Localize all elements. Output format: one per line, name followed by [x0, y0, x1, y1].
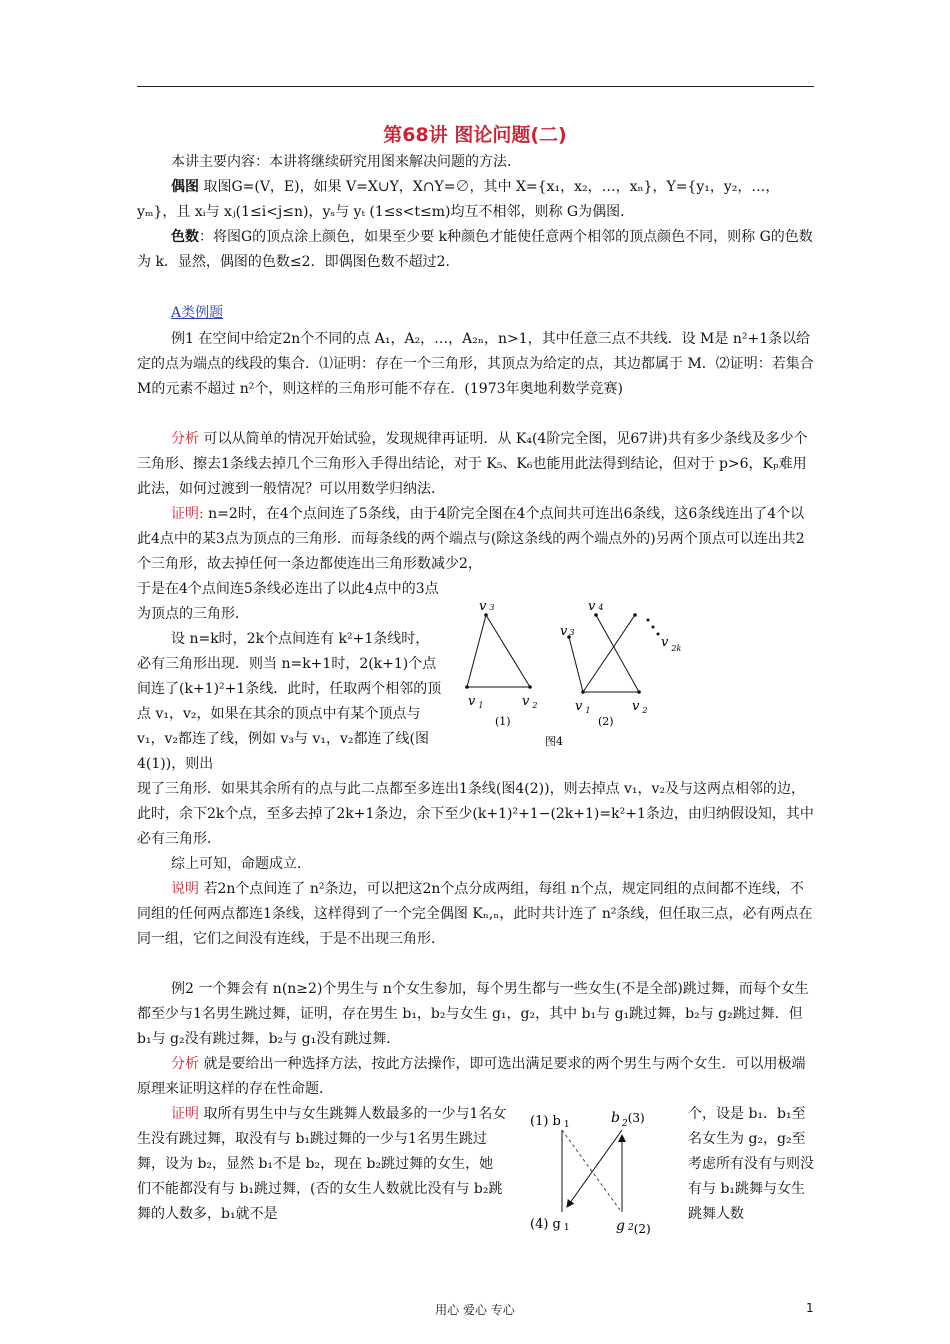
figure-5	[525, 1100, 680, 1245]
remark-1	[137, 877, 814, 952]
term-bipartite: 偶图	[171, 179, 199, 195]
definition-chromatic	[137, 225, 814, 275]
proof-1-text: n=2时，在4个点间连了5条线，由于4阶完全图在4个点间共可连出6条线，这6条线连出了4个以此4点中的某3点为顶点的三角形．而每条线的两个端点与(除这条线的两个端点外的)另两个顶点可以连出共2个三角形，故去掉任何一条边都使连出三角形数减少2，	[137, 506, 805, 572]
proof-2-label: 证明	[171, 1106, 199, 1122]
fig4-vertex	[465, 685, 469, 689]
term-chromatic: 色数	[171, 229, 199, 245]
definition-bipartite-text: 取图G=(V，E)，如果 V=X∪Y，X∩Y=∅，其中 X={x₁，x₂，…，xₙ}，Y={y₁，y₂，…，yₘ}，且 xᵢ与 xⱼ(1≤i<j≤n)，yₛ与 yₜ (1≤s<t≤m)均互不相邻，则称 G为偶图．	[137, 179, 780, 220]
fig4-vertex	[637, 690, 641, 694]
fig4-sub1: (1)	[495, 715, 511, 728]
fig4-label-v2: v $_2$	[522, 694, 538, 710]
fig5-label-b1: (1) b 1	[530, 1114, 570, 1130]
fig5-label-g2: g 2(2)	[616, 1218, 651, 1236]
proof-2-right: 个，设是 b₁．b₁至名女生为 g₂，g₂至考虑所有没有与则没有与 b₁跳舞与女生跳舞人数	[688, 1106, 814, 1222]
page-number: 1	[806, 1301, 814, 1315]
proof-1	[137, 502, 814, 577]
fig4-label-v1: v $_1$	[468, 694, 484, 710]
fig4-sub2: (2)	[598, 715, 614, 728]
definition-chromatic-text: ：将图G的顶点涂上颜色，如果至少要 k种颜色才能使任意两个相邻的顶点颜色不同，则称 G的色数为 k．显然，偶图的色数≤2．即偶图色数不超过2．	[137, 229, 813, 270]
fig4-2-edge	[569, 637, 583, 692]
proof-1-left-column-2: 设 n=k时，2k个点间连有 k²+1条线时，必有三角形出现．则当 n=k+1时，2(k+1)个点间连了(k+1)²+1条线．此时，任取两个相邻的顶点 v₁，v₂，如果在其余的顶点中有某个顶点与 v₁，v₂都连了线，例如 v₃与 v₁，v₂都连了线(图4(1))，则出	[137, 631, 442, 772]
fig4-vertex	[633, 613, 637, 617]
fig4-2-edge	[596, 615, 639, 692]
fig4-label-v3b: v 3	[560, 624, 575, 639]
fig5-edge-b1-g2-dashed	[562, 1130, 620, 1210]
fig4-label-v2k: v $_{2k}$	[661, 635, 682, 653]
header-rule	[137, 86, 814, 87]
intro-text: 本讲主要内容：本讲将继续研究用图来解决问题的方法．	[171, 154, 521, 170]
example-1: 例1 在空间中给定2n个不同的点 A₁，A₂，…，A₂ₙ，n>1，其中任意三点不共线．设 M是 n²+1条以给定的点为端点的线段的集合．⑴证明：存在一个三角形，其顶点为给定的点，其边都属于 M．⑵证明：若集合 M的元素不超过 n²个，则这样的三角形可能不存在．(1973年奥地利数学竞赛)	[137, 331, 814, 397]
fig4-1-edge	[467, 615, 486, 687]
analysis-2-label: 分析	[171, 1056, 199, 1072]
section-link-a-examples[interactable]: A类例题	[171, 305, 224, 321]
analysis-1-label: 分析	[171, 431, 199, 447]
page-title: 第68讲 图论问题(二)	[383, 124, 567, 146]
fig5-label-g1: (4) g 1	[530, 1217, 570, 1233]
fig5-edge-b2-g1	[567, 1130, 622, 1207]
fig4-label-v4: v 4	[588, 599, 604, 614]
fig4-2-edge	[583, 615, 635, 692]
analysis-1-text: 可以从简单的情况开始试验，发现规律再证明．从 K₄(4阶完全图，见67讲)共有多少条线及多少个三角形、擦去1条线去掉几个三角形入手得出结论，对于 K₅、K₆也能用此法得到结论，但对于 p>6，Kₚ难用此法，如何过渡到一般情况？可以用数学归纳法．	[137, 431, 808, 497]
figure-4	[455, 590, 700, 750]
fig4-label-v2b: v $_2$	[632, 699, 648, 715]
example-2: 例2 一个舞会有 n(n≥2)个男生与 n个女生参加，每个男生都与一些女生(不是全部)跳过舞，而每个女生都至少与1名男生跳过舞，证明，存在男生 b₁，b₂与女生 g₁，g₂，其中 b₁与 g₁跳过舞，b₂与 g₂跳过舞．但 b₁与 g₂没有跳过舞，b₂与 g₁没有跳过舞．	[137, 981, 809, 1047]
fig4-caption: 图4	[545, 735, 563, 748]
fig4-1-edge	[486, 615, 530, 687]
fig4-vertex	[581, 690, 585, 694]
analysis-2-text: 就是要给出一种选择方法，按此方法操作，即可选出满足要求的两个男生与两个女生．可以用极端原理来证明这样的存在性命题．	[137, 1056, 806, 1097]
proof-1-label: 证明:	[171, 506, 204, 522]
fig5-label-b2: b $_2$(3)	[611, 1110, 645, 1129]
remark-1-label: 说明	[171, 881, 199, 897]
fig4-ellipsis-dot	[647, 619, 650, 622]
fig4-label-v1b: v $_1$	[575, 699, 591, 715]
analysis-1	[137, 427, 814, 502]
fig4-ellipsis-dot	[657, 633, 660, 636]
proof-2-left-text: 取所有男生中与女生跳舞人数最多的一少与1名女生没有跳过舞，取没有与 b₁跳过舞的一少与1名男生跳过舞，设为 b₂，显然 b₁不是 b₂，现在 b₂跳过舞的女生，她们不能都没有与 b₁跳过舞，(否的女生人数就比没有与 b₂跳舞的人数多，b₁就不是	[137, 1106, 507, 1222]
proof-2-left	[137, 1102, 507, 1227]
definition-bipartite	[137, 175, 814, 225]
footer: 用心 爱心 专心	[435, 1303, 515, 1317]
proof-1-conclusion: 综上可知，命题成立．	[171, 856, 311, 872]
fig4-vertex	[528, 685, 532, 689]
fig4-label-v3: v 3	[479, 599, 495, 614]
analysis-2	[137, 1052, 814, 1102]
proof-1-left-column: 于是在4个点间连5条线必连出了以此4点中的3点为顶点的三角形．	[137, 581, 439, 622]
remark-1-text: 若2n个点间连了 n²条边，可以把这2n个点分成两组，每组 n个点，规定同组的点间都不连线，不同组的任何两点都连1条线，这样得到了一个完全偶图 Kₙ,ₙ，此时共计连了 n²条线，但任取三点，必有两点在同一组，它们之间没有连线，于是不出现三角形．	[137, 881, 813, 947]
proof-1-continued: 现了三角形．如果其余所有的点与此二点都至多连出1条线(图4(2))，则去掉点 v₁，v₂及与这两点相邻的边，此时，余下2k个点，至多去掉了2k+1条边，余下至少(k+1)²+1−(2k+1)=k²+1条边，由归纳假设知，其中必有三角形．	[137, 781, 814, 847]
fig4-ellipsis-dot	[652, 626, 655, 629]
